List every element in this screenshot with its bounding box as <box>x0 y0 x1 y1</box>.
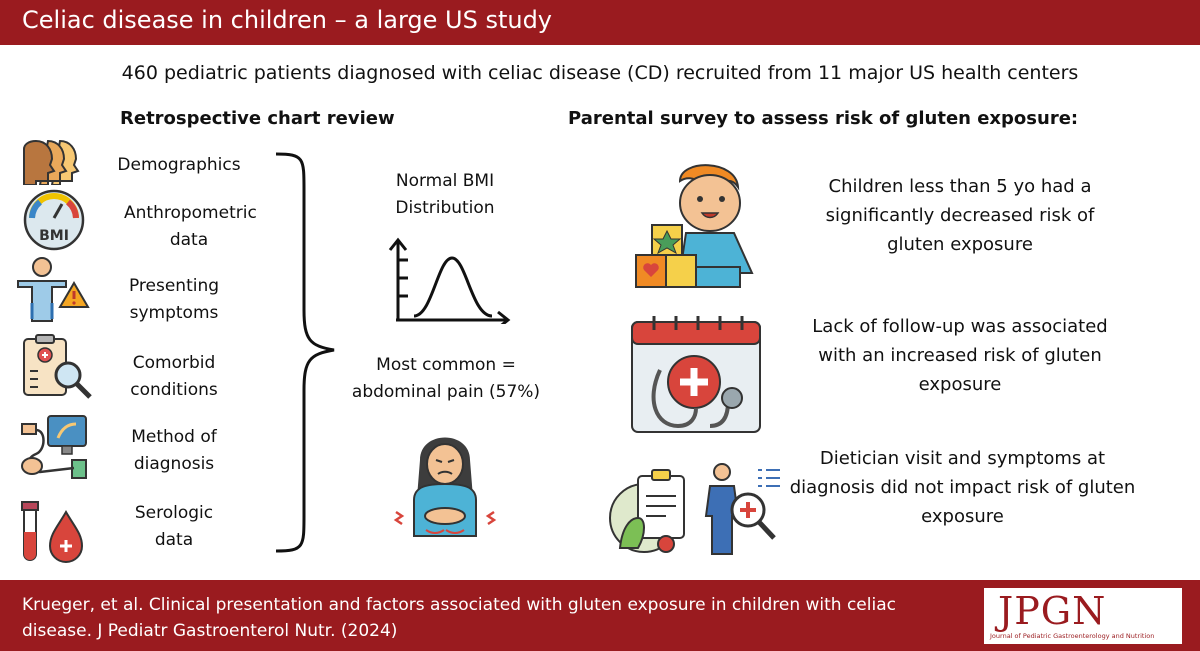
svg-text:BMI: BMI <box>39 228 69 244</box>
bell-curve-icon <box>384 234 516 324</box>
citation-footer <box>0 580 1200 651</box>
left-section-heading: Retrospective chart review <box>120 108 395 129</box>
label-comorbid: Comorbid conditions <box>130 353 218 400</box>
abdominal-pain-icon <box>390 420 500 540</box>
bmi-distribution-label: Normal BMI Distribution <box>395 171 495 218</box>
finding-follow-up: Lack of follow-up was associated with an increased risk of gluten exposure <box>812 316 1108 395</box>
finding-dietician: Dietician visit and symptoms at diagnosis did not impact risk of gluten exposure <box>789 448 1136 527</box>
label-method-diagnosis: Method of diagnosis <box>131 427 217 474</box>
title-banner <box>0 0 1200 45</box>
page-title: Celiac disease in children – a large US study <box>22 6 553 34</box>
clipboard-magnifier-icon <box>20 333 94 401</box>
label-demographics: Demographics <box>117 155 241 175</box>
journal-logo <box>984 588 1182 644</box>
label-anthropometric: Anthropometric data <box>124 203 257 250</box>
label-serologic: Serologic data <box>134 503 214 550</box>
journal-logo-subtext: Journal of Pediatric Gastroenterology and Nutrition <box>990 632 1155 640</box>
child-blocks-icon <box>630 155 770 295</box>
patient-warning-icon <box>14 255 92 323</box>
curly-brace <box>270 150 340 555</box>
bmi-gauge-icon <box>22 188 86 252</box>
right-section-heading: Parental survey to assess risk of gluten exposure: <box>568 108 1079 129</box>
dietician-icon <box>608 462 784 558</box>
label-presenting-symptoms: Presenting symptoms <box>128 276 220 323</box>
calendar-stethoscope-icon <box>630 314 764 442</box>
endoscopy-monitor-icon <box>18 410 92 482</box>
citation-text: Krueger, et al. Clinical presentation and factors associated with gluten exposure in children with celiac disease. J Pediatr Gastroenterol Nutr. (2024) <box>22 595 896 641</box>
journal-logo-text: JPGN <box>998 589 1107 633</box>
study-summary: 460 pediatric patients diagnosed with celiac disease (CD) recruited from 11 major US health centers <box>121 62 1079 84</box>
people-heads-icon <box>22 135 80 185</box>
blood-test-icon <box>16 500 86 566</box>
finding-age: Children less than 5 yo had a significantly decreased risk of gluten exposure <box>825 176 1095 255</box>
most-common-symptom: Most common = abdominal pain (57%) <box>351 355 541 402</box>
